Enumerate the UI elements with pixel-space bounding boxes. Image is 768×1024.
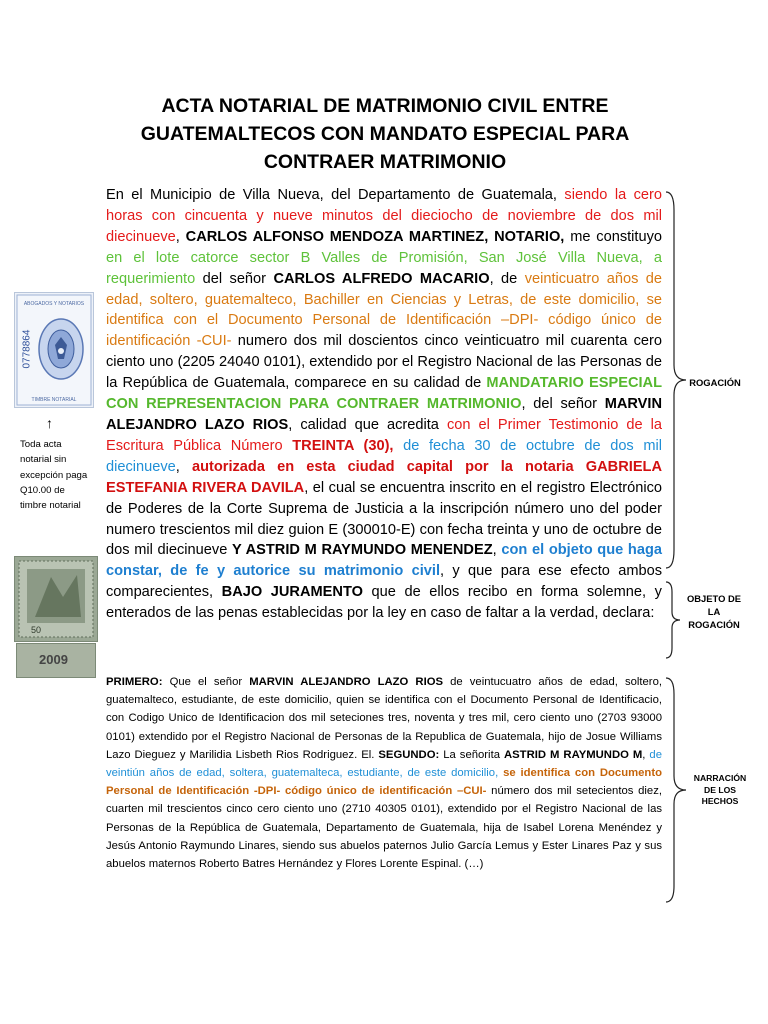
brace-narracion (664, 676, 688, 904)
label-narracion: NARRACIÓN DE LOS HECHOS (693, 773, 747, 806)
stamp-caption: TIMBRE NOTARIAL (31, 397, 77, 403)
timbre-graphic (15, 557, 97, 641)
up-arrow-icon: ↑ (46, 415, 53, 431)
timbre-year: 2009 (39, 652, 68, 667)
timbre-stamp-2 (16, 643, 96, 678)
stamp-number: 0778864 (21, 329, 33, 369)
brace-objeto (664, 580, 682, 660)
svg-text:50: 50 (31, 625, 42, 635)
label-rogacion: ROGACIÓN (689, 377, 741, 388)
timbre-stamp (14, 556, 98, 642)
stamp-note: Toda acta notarial sin excepción paga Q10.00 de timbre notarial (20, 439, 88, 512)
declaration-paragraph: PRIMERO: Que el señor MARVIN ALEJANDRO LAZO RIOS de veintucuatro años de edad, soltero, guatemalteco, estudiante, de este domicilio, quien se identifica con el Documento Personal de Identificacio, con Codigo Unico de Identificacion dos mil seteciones tres, noventa y tres mil, cero ciento uno (2703 93000 0101) extendido por el Registro Nacional de Personas de la Republica de Guatemala, hijo de Josue Williams Lazo Dieguez y Marilidia Lisbeth Rios Rodriguez. El. SEGUNDO: La señorita ASTRID M RAYMUNDO M, de veintiún años de edad, soltera, guatemalteca, estudiante, de este domicilio, se identifica con Documento Personal de Identificación -DPI- código único de identificación –CUI- número dos mil setecientos diez, cuarten mil trescientos cinco cero ciento uno (2710 40305 0101), extendido por el Registro Nacional de las Personas de la República de Guatemala, Departamento de Guatemala, hija de Isabel Lorena Menéndez y Jesús Antonio Raymundo Linares, siendo sus abuelos paternos Julio García Lemus y Ester Linares Paz y sus abuelos maternos Roberto Batres Hernández y Flores Lorente Espinal. (…) (106, 676, 663, 871)
label-objeto: OBJETO DE LA ROGACIÓN (686, 593, 741, 630)
main-paragraph: En el Municipio de Villa Nueva, del Departamento de Guatemala, siendo la cero horas con cincuenta y nueve minutos del dieciocho de noviembre de dos mil diecinueve, CARLOS ALFONSO MENDOZA MARTINEZ, NOTARIO, me constituyo en el lote catorce sector B Valles de Promisión, San José Villa Nueva, a requerimiento del señor CARLOS ALFREDO MACARIO, de veinticuatro años de edad, soltero, guatemalteco, Bachiller en Ciencias y Letras, de este domicilio, se identifica con el Documento Personal de Identificación –DPI- código único de identificación -CUI- numero dos mil doscientos cinco veinticuatro mil cuarenta cero ciento uno (2205 24040 0101), extendido por el Registro Nacional de las Personas de la República de Guatemala, comparece en su calidad de MANDATARIO ESPECIAL CON REPRESENTACION PARA CONTRAER MATRIMONIO, del señor MARVIN ALEJANDRO LAZO RIOS, calidad que acredita con el Primer Testimonio de la Escritura Pública Número TREINTA (30), de fecha 30 de octubre de dos mil diecinueve, autorizada en esta ciudad capital por la notaria GABRIELA ESTEFANIA RIVERA DAVILA, el cual se encuentra inscrito en el registro Electrónico de Poderes de la Corte Suprema de Justicia a la inscripción número uno del poder numero trescientos mil diez guion E (300010-E) con fecha treinta y uno de octubre de dos mil diecinueve Y ASTRID M RAYMUNDO MENENDEZ, con el objeto que haga constar, de fe y autorice su matrimonio civil, y que para ese efecto ambos comparecientes, BAJO JURAMENTO que de ellos recibo en forma solemne, y enterados de las penas establecidas por la ley en caso de faltar a la verdad, declara: (106, 187, 663, 622)
notarial-stamp (14, 292, 94, 408)
document-title: ACTA NOTARIAL DE MATRIMONIO CIVIL ENTRE GUATEMALTECOS CON MANDATO ESPECIAL PARA CONTRAER MATRIMONIO (140, 95, 630, 173)
svg-text:ABOGADOS Y NOTARIOS: ABOGADOS Y NOTARIOS (23, 301, 85, 307)
